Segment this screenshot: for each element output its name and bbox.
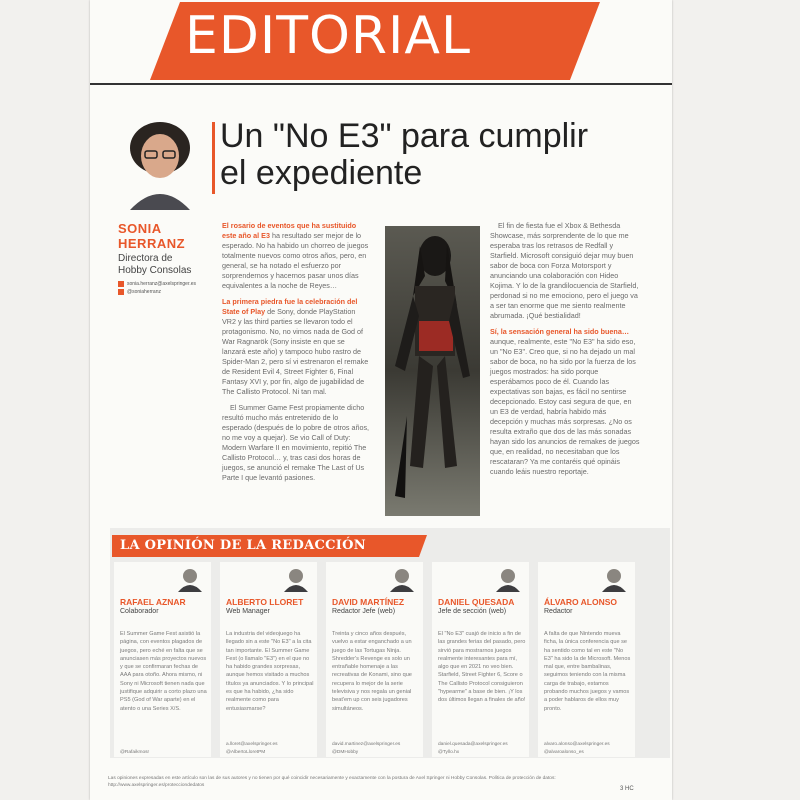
writer-role: Jefe de sección (web) [438,608,507,615]
writer-role: Redactor Jefe (web) [332,608,396,615]
opinion-text: El Summer Game Fest asistió la página, con eventos plagados de juegos, pero eché en falta que se anunciasen más proyectos nuevos y que se confirmaran fechas de AAA para otoño. Ahora mismo, ni Sony ni Microsoft tienen nada que justifique adquirir a corto plazo una PS5 (God of War aparte) en el atento o una Series X/S. [120,631,207,712]
opinion-text: Treinta y cinco años después, vuelvo a estar enganchado a un juego de las Tortugas Ninja. Shredder's Revenge es solo un entrañable homenaje a las recreativas de Konami, sino que recupera lo mejor de la serie televisiva y nos regala un genial beat'em up con seis jugadores simultáneos. [332,631,412,712]
writer-role: Colaborador [120,608,159,615]
article-column-1 [222,221,370,483]
writer-email[interactable]: david.martinez@axelspringer.es [332,742,401,747]
opinion-card [538,562,635,757]
writer-twitter[interactable]: @Tyllo.hx [438,750,460,755]
writer-name: ÁLVARO ALONSO [544,597,618,607]
section-title: EDITORIAL [185,6,471,66]
paragraph-3: El Summer Game Fest propiamente dicho resultó mucho más entretenido de lo esperado (después de lo pobre de otros años, no me voy a quejar). Se vio Call of Duty: Modern Warfare II en movimiento, repitió The Callisto Protocol… y, tras casi dos horas de juegos, se anunció el remake The Last of Us Parte I que levantó pasiones. [222,403,370,482]
lead-3: Sí, la sensación general ha sido buena… [490,327,630,336]
writer-email[interactable]: alvaro.alonso@axelspringer.es [544,742,610,747]
writer-email[interactable]: a.lloret@axelspringer.es [226,742,278,747]
opinion-card [220,562,317,757]
lead-2: La primera piedra fue la celebración del State of Play [222,297,358,316]
writer-twitter[interactable]: @DMHobby [332,750,359,755]
opinion-text: El "No E3" cuajó de inicio a fin de las grandes ferias del pasado, pero sirvió para mostrarnos juegos realmente interesantes para mí, algo que en 2021 no veo bien. Starfield, Street Fighter 6, Score o The Callisto Protocol consiguieron "hypearme" a base de bien. ¡Y los dos últimos llegan a finales de año! [438,631,526,704]
lead-1: El rosario de eventos que ha sustituido este año al E3 [222,221,357,240]
writer-email[interactable]: daniel.quesada@axelspringer.es [438,742,508,747]
opinion-title: LA OPINIÓN DE LA REDACCIÓN [120,538,366,553]
twitter-icon [118,289,124,295]
writer-name: DAVID MARTÍNEZ [332,597,405,607]
magazine-page [90,0,672,800]
avatar [389,566,415,592]
author-email[interactable]: sonia.herranz@axelspringer.es [118,281,196,287]
avatar [177,566,203,592]
headline-accent [212,122,215,194]
author-twitter[interactable]: @soniaherranz [118,289,161,295]
opinion-card [326,562,423,757]
writer-twitter[interactable]: @AlbertoLloretPM [226,750,266,755]
writer-twitter[interactable]: @Rafaikmosr [120,750,150,755]
avatar [283,566,309,592]
mail-icon [118,281,124,287]
writer-role: Redactor [544,608,573,615]
author-role: Directora de Hobby Consolas [118,253,192,276]
article-column-3 [490,221,640,477]
paragraph-1: ha resultado ser mejor de lo esperado. No ha habido un chorreo de juegos totalmente nuevos como otros años, pero, en general, se ha notado el esfuerzo por sorprendernos y hacernos pasar unos días equivalentes a la noche de Reyes… [222,231,369,290]
header-rule [90,83,672,85]
page-number: 3 HC [620,786,634,792]
headline: Un "No E3" para cumplir el expediente [220,117,589,192]
paragraph-4: El fin de fiesta fue el Xbox & Bethesda Showcase, más sorprendente de lo que me esperaba tras los retrasos de Redfall y Starfield. Microsoft consiguió dejar muy buen sabor de boca con Forza Motorsport y anunciando una colaboración con Hideo Kojima. Y lo de la grandilocuencia de Starfield, perdonad si no me emociono, pero el juego va a ser tan enorme que me siento realmente abrumada. ¡Qué bestialidad! [490,221,639,320]
writer-name: DANIEL QUESADA [438,597,515,607]
opinion-text: A falta de que Nintendo mueva ficha, la única conferencia que se ha sentido como tal en este "No E3" ha sido la de Microsoft. Menos mal que, entre bambalinas, seguimos teniendo con la misma carga de trabajo, estamos probando muchos juegos y vamos a poder hablaros de ellos muy pronto. [544,631,631,712]
avatar [495,566,521,592]
avatar [601,566,627,592]
paragraph-5: aunque, realmente, este "No E3" ha sido eso, un "No E3". Creo que, si no ha dejado un mal sabor de boca, no ha sido por la fuerza de los juegos mostrados: ha sido porque esperábamos poco de él. Cuando las expectativas son bajas, es fácil no sentirse decepcionado. Estoy casi segura de que, en un E3 de verdad, habría habido más decepción y muchas más sorpresas. ¿No os resulta extraño que dos de las más sonadas hayan sido los anuncios de remakes de juegos que, en realidad, no necesitaban que los rescataran? Ya me contaréis qué opináis cuando leáis nuestro reportaje. [490,337,640,476]
author-name: SONIA HERRANZ [118,221,186,251]
opinion-card [432,562,529,757]
writer-name: RAFAEL AZNAR [120,597,186,607]
game-character-image [385,226,480,516]
writer-role: Web Manager [226,608,270,615]
disclaimer: Las opiniones expresadas en este artículo son las de sus autores y no tienen por qué coincidir necesariamente y exactamente con la postura de Axel Springer ni Hobby Consolas. Política de protección de datos: http://www.axelspringer.es/protecciondedatos [108,776,556,788]
opinion-card [114,562,211,757]
opinion-text: La industria del videojuego ha llegado sin a este "No E3" a la cita tan importante. El Summer Game Fest (o llamalo "E3") en el que no ha habido grandes sorpresas, aunque hemos visitado a muchos títulos ya anunciados. Y lo principal es que ha habido, ¿ha sido realmente como para entusiasmarse? [226,631,314,712]
writer-name: ALBERTO LLORET [226,597,304,607]
paragraph-2: de Sony, donde PlayStation VR2 y las third parties se llevaron todo el protagonismo. No, no vimos nada de God of War Ragnarök (Sony insiste en que se lanzará este año) y tampoco hubo rastro de Spider-Man 2, pero sí vi estrenaron el remake de Resident Evil 4, Street Fighter 6, Final Fantasy XVI y, por fin, algo de jugabilidad de The Callisto Protocol. Ni tan mal. [222,307,369,396]
author-photo [120,118,200,210]
writer-twitter[interactable]: @alvaroalonso_es [544,750,584,755]
